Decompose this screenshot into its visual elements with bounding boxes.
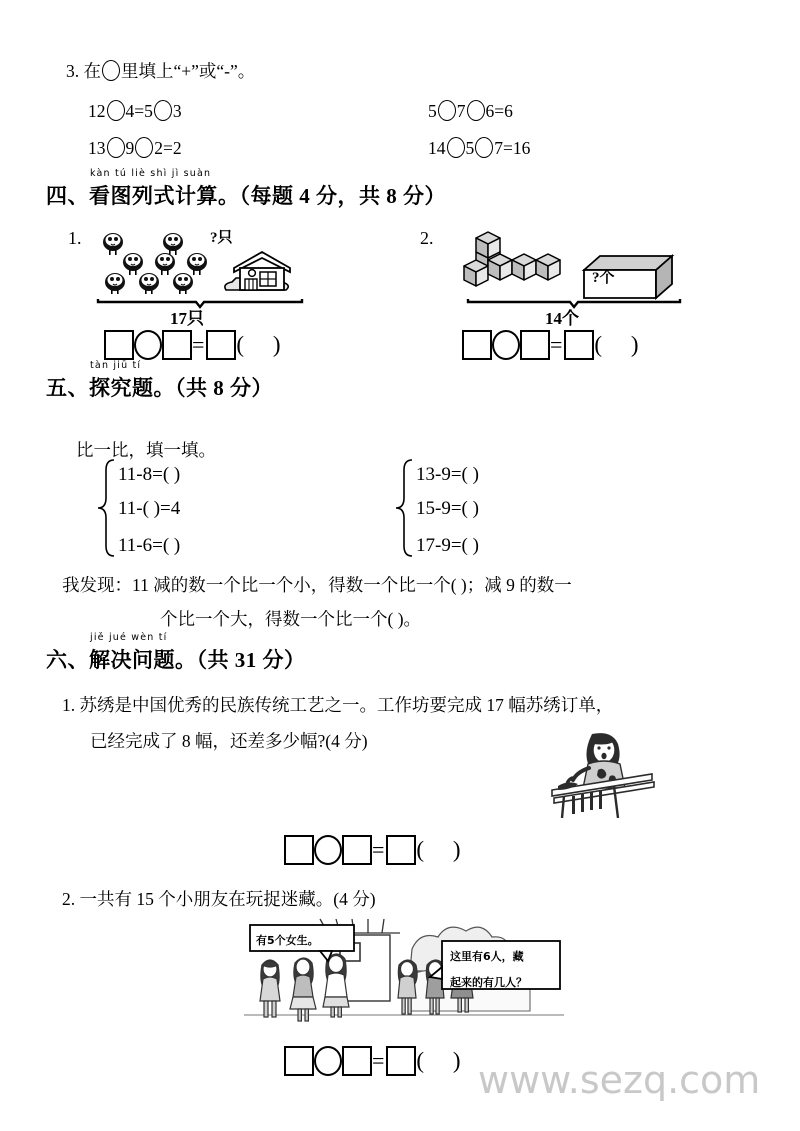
section-5-right-eq-1[interactable]: 13-9=( ) [416,464,479,485]
curly-brace-right-svg [394,458,418,558]
answer-box[interactable] [386,1046,416,1076]
fill-circle-icon[interactable] [475,137,493,158]
question-3-prompt-prefix: 3. 在 [66,61,101,81]
operator-circle[interactable] [314,1046,342,1076]
answer-box[interactable] [342,1046,372,1076]
operand: 14 [428,138,446,158]
answer-box[interactable] [162,330,192,360]
section-5-finding-line-1: 我发现：11 减的数一个比一个小，得数一个比一个( )；减 9 的数一 [62,575,572,595]
unit-parenthesis[interactable]: ( ) [594,332,639,357]
left-group-brace [96,458,120,558]
answer-box[interactable] [284,835,314,865]
section-5-pinyin: tàn jiū tí [90,360,142,371]
unit-parenthesis[interactable]: ( ) [416,837,461,862]
fill-circle-icon[interactable] [438,100,456,121]
answer-box[interactable] [342,835,372,865]
fill-circle-icon[interactable] [107,100,125,121]
question-3-row-2-right [428,133,530,164]
operand: 4=5 [125,101,153,121]
fill-circle-icon[interactable] [102,60,120,81]
section-4-index: 四、 [46,184,89,208]
operand: 6=6 [485,101,513,121]
section-4-item-1-unknown-label: ?只 [210,230,233,246]
section-5-heading [46,360,273,402]
section-6-index: 六、 [46,648,89,672]
section-6-q1-line-2: 已经完成了 8 幅，还差多少幅?(4 分) [90,731,368,751]
operator-circle[interactable] [134,330,162,360]
section-4-points: （每题 4 分，共 8 分） [239,184,446,208]
question-3-row-1-left [88,96,182,127]
chicken-coop-illustration [218,246,298,303]
cubes-svg [458,226,578,298]
section-6-pinyin: jiě jué wèn tí [90,632,168,643]
section-4-item-2-number: 2. [420,228,434,248]
section-5-title: 探究题。 [89,376,175,400]
coop-svg [218,246,298,298]
section-5-index: 五、 [46,376,89,400]
speech-bubble-2-line-1: 这里有6人，藏 [450,950,524,963]
section-5-finding-line-2: 个比一个大，得数一个比一个( )。 [160,609,422,629]
section-4-pinyin: kàn tú liè shì jì suàn [90,168,212,179]
section-6-points: （共 31 分） [196,648,306,672]
question-3-row-2-left [88,133,182,164]
fill-circle-icon[interactable] [107,137,125,158]
answer-box[interactable] [386,835,416,865]
section-5-right-eq-2[interactable]: 15-9=( ) [416,498,479,519]
speech-bubble-2-line-2: 起来的有几人？ [450,976,527,989]
section-6-title: 解决问题。 [89,648,197,672]
operator-circle[interactable] [492,330,520,360]
section-6-q2-line-1: 2. 一共有 15 个小朋友在玩捉迷藏。(4 分) [62,889,376,909]
section-5-left-eq-2[interactable]: 11-( )=4 [118,498,181,519]
section-5-instruction: 比一比，填一填。 [76,440,216,460]
operand: 9 [125,138,135,158]
fill-circle-icon[interactable] [467,100,485,121]
section-4-item-2-unknown-label: ?个 [592,270,615,286]
operand: 5 [428,101,437,121]
speech-bubble-1-text: 有5个女生。 [256,934,319,947]
section-6-heading [46,632,306,674]
embroidery-illustration [548,730,658,823]
section-4-item-2-total-label: 14个 [545,309,579,328]
section-5-left-eq-3[interactable]: 11-6=( ) [118,535,181,556]
site-watermark: www.sezq.com [478,1058,761,1102]
answer-box[interactable] [462,330,492,360]
section-4-item-2-answer-row[interactable]: = ( ) [462,330,639,360]
embroidery-svg [548,730,658,818]
operator-circle[interactable] [314,835,342,865]
operand: 13 [88,138,106,158]
section-5-left-eq-1[interactable]: 11-8=( ) [118,464,181,485]
section-4-heading [46,168,446,210]
answer-box[interactable] [206,330,236,360]
unit-parenthesis[interactable]: ( ) [236,332,281,357]
operand: 5 [465,138,475,158]
operand: 2=2 [154,138,182,158]
operand: 7 [456,101,466,121]
operand: 3 [172,101,182,121]
section-6-q1-answer-row[interactable]: = ( ) [284,835,461,865]
section-6-q2-answer-row[interactable]: = ( ) [284,1046,461,1076]
question-3-row-1-right [428,96,513,127]
section-5-points: （共 8 分） [175,376,273,400]
section-4-title: 看图列式计算。 [89,184,240,208]
question-3-prompt-suffix: 里填上“+”或“-”。 [121,61,256,81]
question-3-prompt [66,56,255,87]
fill-circle-icon[interactable] [447,137,465,158]
unit-parenthesis[interactable]: ( ) [416,1048,461,1073]
section-4-item-1-answer-row[interactable]: = ( ) [104,330,281,360]
answer-box[interactable] [104,330,134,360]
answer-box[interactable] [284,1046,314,1076]
right-group-brace [394,458,418,558]
fill-circle-icon[interactable] [135,137,153,158]
curly-brace-left-svg [96,458,120,558]
answer-box[interactable] [564,330,594,360]
operand: 12 [88,101,106,121]
answer-box[interactable] [520,330,550,360]
fill-circle-icon[interactable] [154,100,172,121]
operand: 7=16 [494,138,531,158]
section-4-item-1-total-label: 17只 [170,309,204,328]
section-6-q1-line-1: 1. 苏绣是中国优秀的民族传统工艺之一。工作坊要完成 17 幅苏绣订单， [62,695,614,715]
cubes-illustration [458,226,578,303]
section-4-item-1-number: 1. [68,228,82,248]
section-5-right-eq-3[interactable]: 17-9=( ) [416,535,479,556]
